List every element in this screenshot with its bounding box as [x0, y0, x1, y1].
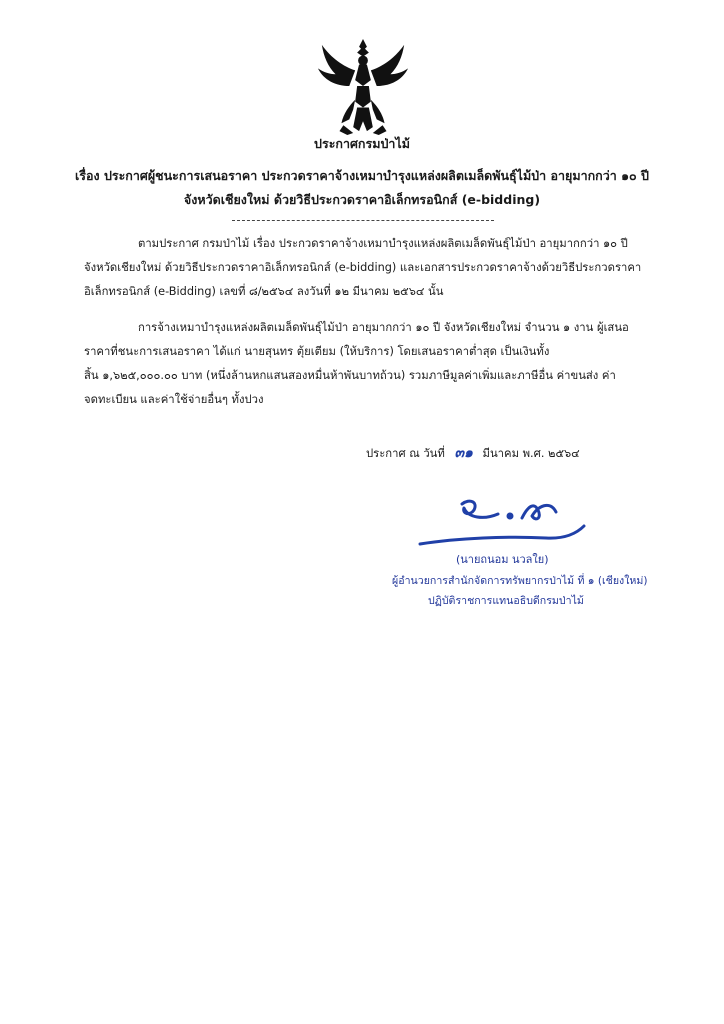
date-suffix: มีนาคม พ.ศ. ๒๕๖๔ — [482, 447, 580, 460]
org-title: ประกาศกรมป่าไม้ — [314, 136, 410, 151]
garuda-emblem — [314, 36, 412, 136]
paragraph-winner — [84, 316, 640, 412]
paragraph-line: จดทะเบียน และค่าใช้จ่ายอื่นๆ ทั้งปวง — [84, 393, 264, 406]
paragraph-line: อิเล็กทรอนิกส์ (e-Bidding) เลขที่ ๘/๒๕๖๔ ลงวันที่ ๑๒ มีนาคม ๒๕๖๔ นั้น — [84, 285, 444, 298]
paragraph-line: การจ้างเหมาบำรุงแหล่งผลิตเมล็ดพันธุ์ไม้ป่า อายุมากกว่า ๑๐ ปี จังหวัดเชียงใหม่ จำนวน ๑ งาน ผู้เสนอ — [138, 321, 629, 334]
paragraph-reference — [84, 232, 640, 304]
announcement-subject — [60, 164, 664, 212]
date-prefix: ประกาศ ณ วันที่ — [366, 447, 445, 460]
handwritten-day: ๓๑ — [454, 445, 473, 461]
paragraph-line: ราคาที่ชนะการเสนอราคา ได้แก่ นายสุนทร ตุ้ยเตียม (ให้บริการ) โดยเสนอราคาต่ำสุด เป็นเงินทั้ง — [84, 345, 550, 358]
paragraph-line: สิ้น ๑,๖๒๕,๐๐๐.๐๐ บาท (หนึ่งล้านหกแสนสองหมื่นห้าพันบาทถ้วน) รวมภาษีมูลค่าเพิ่มและภาษีอื่น ค่าขนส่ง ค่า — [84, 369, 616, 382]
subject-line-2: จังหวัดเชียงใหม่ ด้วยวิธีประกวดราคาอิเล็กทรอนิกส์ (e-bidding) — [183, 192, 541, 207]
signatory-name: (นายถนอม นวลใย) — [456, 553, 549, 566]
signatory-position: ผู้อำนวยการสำนักจัดการทรัพยากรป่าไม้ ที่ ๑ (เชียงใหม่) — [392, 575, 648, 587]
paragraph-line: ตามประกาศ กรมป่าไม้ เรื่อง ประกวดราคาจ้างเหมาบำรุงแหล่งผลิตเมล็ดพันธุ์ไม้ป่า อายุมากกว่า ๑๐ ปี — [138, 237, 628, 250]
paragraph-line: จังหวัดเชียงใหม่ ด้วยวิธีประกวดราคาอิเล็กทรอนิกส์ (e-bidding) และเอกสารประกวดราคาจ้างด้วยวิธีประกวดราคา — [84, 261, 642, 274]
signatory-acting-for: ปฏิบัติราชการแทนอธิบดีกรมป่าไม้ — [428, 595, 584, 607]
subject-line-1: เรื่อง ประกาศผู้ชนะการเสนอราคา ประกวดราคาจ้างเหมาบำรุงแหล่งผลิตเมล็ดพันธุ์ไม้ป่า อายุมากกว่า ๑๐ ปี — [75, 168, 649, 183]
divider — [232, 220, 494, 221]
handwritten-signature — [418, 492, 588, 554]
announcement-date — [366, 442, 580, 464]
